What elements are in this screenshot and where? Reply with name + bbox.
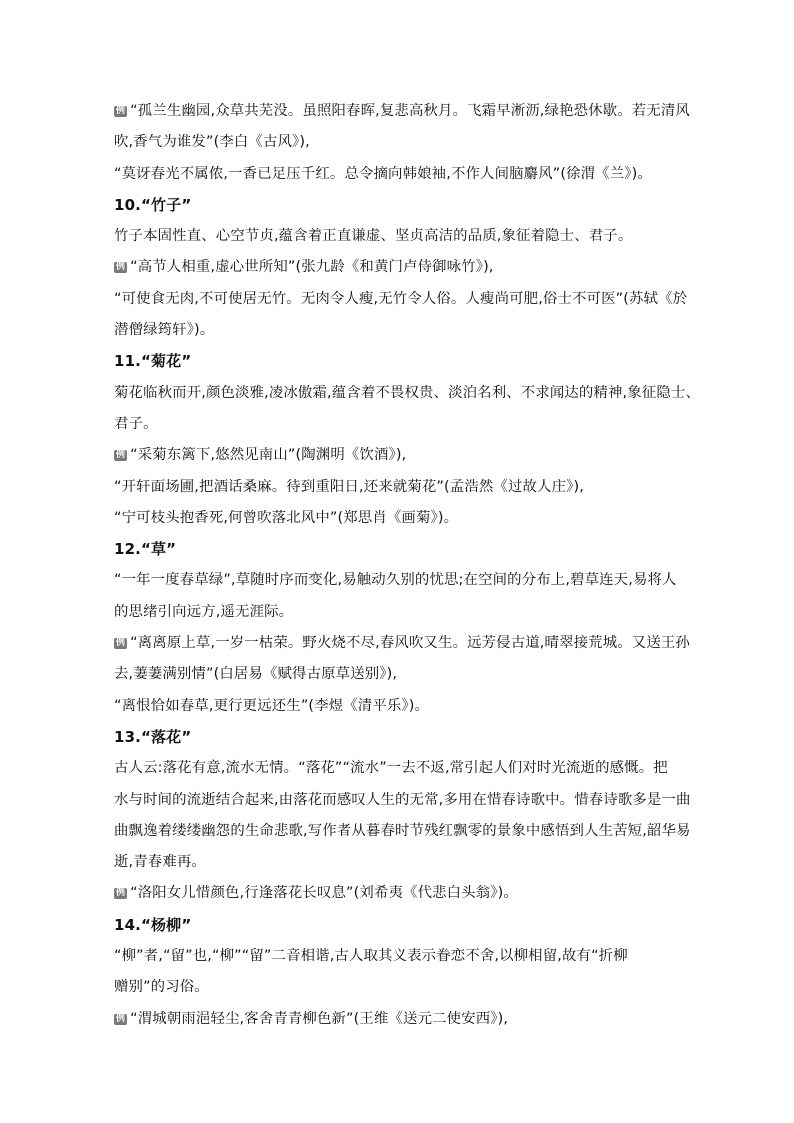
text-line — [114, 816, 691, 847]
line-text: “莫讶春光不属侬,一香已足压千红。总令摘向韩娘袖,不作人间脑麝风”(徐渭《兰》)。 — [114, 165, 652, 182]
text-line — [114, 221, 684, 252]
example-line — [114, 96, 690, 127]
line-text: “一年一度春草绿”,草随时序而变化,易触动久别的忧思;在空间的分布上,碧草连天,易将人 — [114, 572, 677, 589]
example-line — [114, 628, 690, 659]
section-heading — [114, 190, 684, 221]
text-line — [114, 409, 684, 440]
text-line — [114, 597, 684, 628]
text-line — [114, 315, 684, 346]
line-text: “离离原上草,一岁一枯荣。野火烧不尽,春风吹又生。远芳侵古道,晴翠接荒城。又送王孙 — [130, 635, 690, 652]
example-line — [114, 440, 684, 471]
example-badge: 例 — [116, 1013, 126, 1024]
section-heading — [114, 346, 684, 377]
document-page — [114, 96, 700, 1035]
line-text: 竹子本固性直、心空节贞,蕴含着正直谦虚、坚贞高洁的品质,象征着隐士、君子。 — [114, 228, 633, 245]
line-text: 潜僧绿筠轩》)。 — [114, 322, 215, 339]
line-text: 逝,青春难再。 — [114, 854, 206, 871]
line-text: “柳”者,“留”也,“柳”“留”二音相谐,古人取其义表示眷恋不舍,以柳相留,故有“折柳 — [114, 948, 628, 965]
section-heading — [114, 910, 684, 941]
line-text: “高节人相重,虚心世所知”(张九龄《和黄门卢侍御咏竹》), — [130, 259, 494, 276]
line-text: “离恨恰如春草,更行更远还生”(李煜《清平乐》)。 — [114, 697, 430, 714]
line-text: 菊花临秋而开,颜色淡雅,凌冰傲霜,蕴含着不畏权贵、淡泊名利、不求闻达的精神,象征隐士、 — [114, 384, 700, 401]
line-text: 12.“草” — [114, 540, 177, 559]
example-badge: 例 — [116, 106, 126, 116]
line-text: “宁可枝头抱香死,何曾吹落北风中”(郑思肖《画菊》)。 — [114, 509, 459, 526]
line-text: 赠别”的习俗。 — [114, 979, 209, 996]
text-line — [114, 847, 684, 878]
text-line — [114, 503, 684, 534]
text-line — [114, 972, 684, 1003]
line-text: 11.“菊花” — [114, 352, 192, 371]
example-line — [114, 1004, 684, 1035]
text-line — [114, 691, 684, 722]
line-text: “洛阳女儿惜颜色,行逢落花长叹息”(刘希夷《代悲白头翁》)。 — [130, 885, 518, 902]
section-heading — [114, 722, 684, 753]
line-text: “采菊东篱下,悠然见南山”(陶渊明《饮酒》), — [130, 447, 407, 464]
example-badge: 例 — [116, 638, 126, 649]
text-line — [114, 565, 684, 596]
text-line — [114, 284, 688, 315]
example-badge: 例 — [116, 888, 126, 899]
text-line — [114, 659, 684, 690]
line-text: 的思绪引向远方,遥无涯际。 — [114, 603, 294, 620]
section-heading — [114, 534, 684, 565]
line-text: 古人云:落花有意,流水无情。“落花”“流水”一去不返,常引起人们对时光流逝的感慨。把 — [114, 760, 668, 777]
line-text: 14.“杨柳” — [114, 915, 192, 934]
line-text: 曲飘逸着缕缕幽怨的生命悲歌,写作者从暮春时节残红飘零的景象中感悟到人生苦短,韶华易 — [114, 822, 691, 839]
example-badge: 例 — [116, 450, 126, 461]
line-text: 10.“竹子” — [114, 195, 192, 214]
line-text: “孤兰生幽园,众草共芜没。虽照阳春晖,复悲高秋月。飞霜早淅沥,绿艳恐休歇。若无清风 — [130, 103, 690, 119]
line-text: 水与时间的流逝结合起来,由落花而感叹人生的无常,多用在惜春诗歌中。惜春诗歌多是一曲 — [114, 791, 691, 808]
line-text: 去,萋萋满别情”(白居易《赋得古原草送别》), — [114, 666, 398, 683]
line-text: “渭城朝雨浥轻尘,客舍青青柳色新”(王维《送元二使安西》), — [130, 1010, 509, 1027]
text-line — [114, 159, 684, 190]
line-text: 君子。 — [114, 415, 158, 432]
line-text: 吹,香气为谁发”(李白《古风》), — [114, 134, 310, 151]
text-line — [114, 472, 684, 503]
line-text: “开轩面场圃,把酒话桑麻。待到重阳日,还来就菊花”(孟浩然《过故人庄》), — [114, 478, 584, 495]
text-line — [114, 753, 684, 784]
line-text: 13.“落花” — [114, 727, 192, 746]
line-text: “可使食无肉,不可使居无竹。无肉令人瘦,无竹令人俗。人瘦尚可肥,俗士不可医”(苏轼《於 — [114, 290, 688, 307]
example-line — [114, 252, 684, 283]
text-line — [114, 127, 684, 158]
example-badge: 例 — [116, 262, 126, 273]
text-line — [114, 378, 700, 409]
text-line — [114, 785, 691, 816]
example-line — [114, 878, 684, 909]
text-line — [114, 941, 684, 972]
